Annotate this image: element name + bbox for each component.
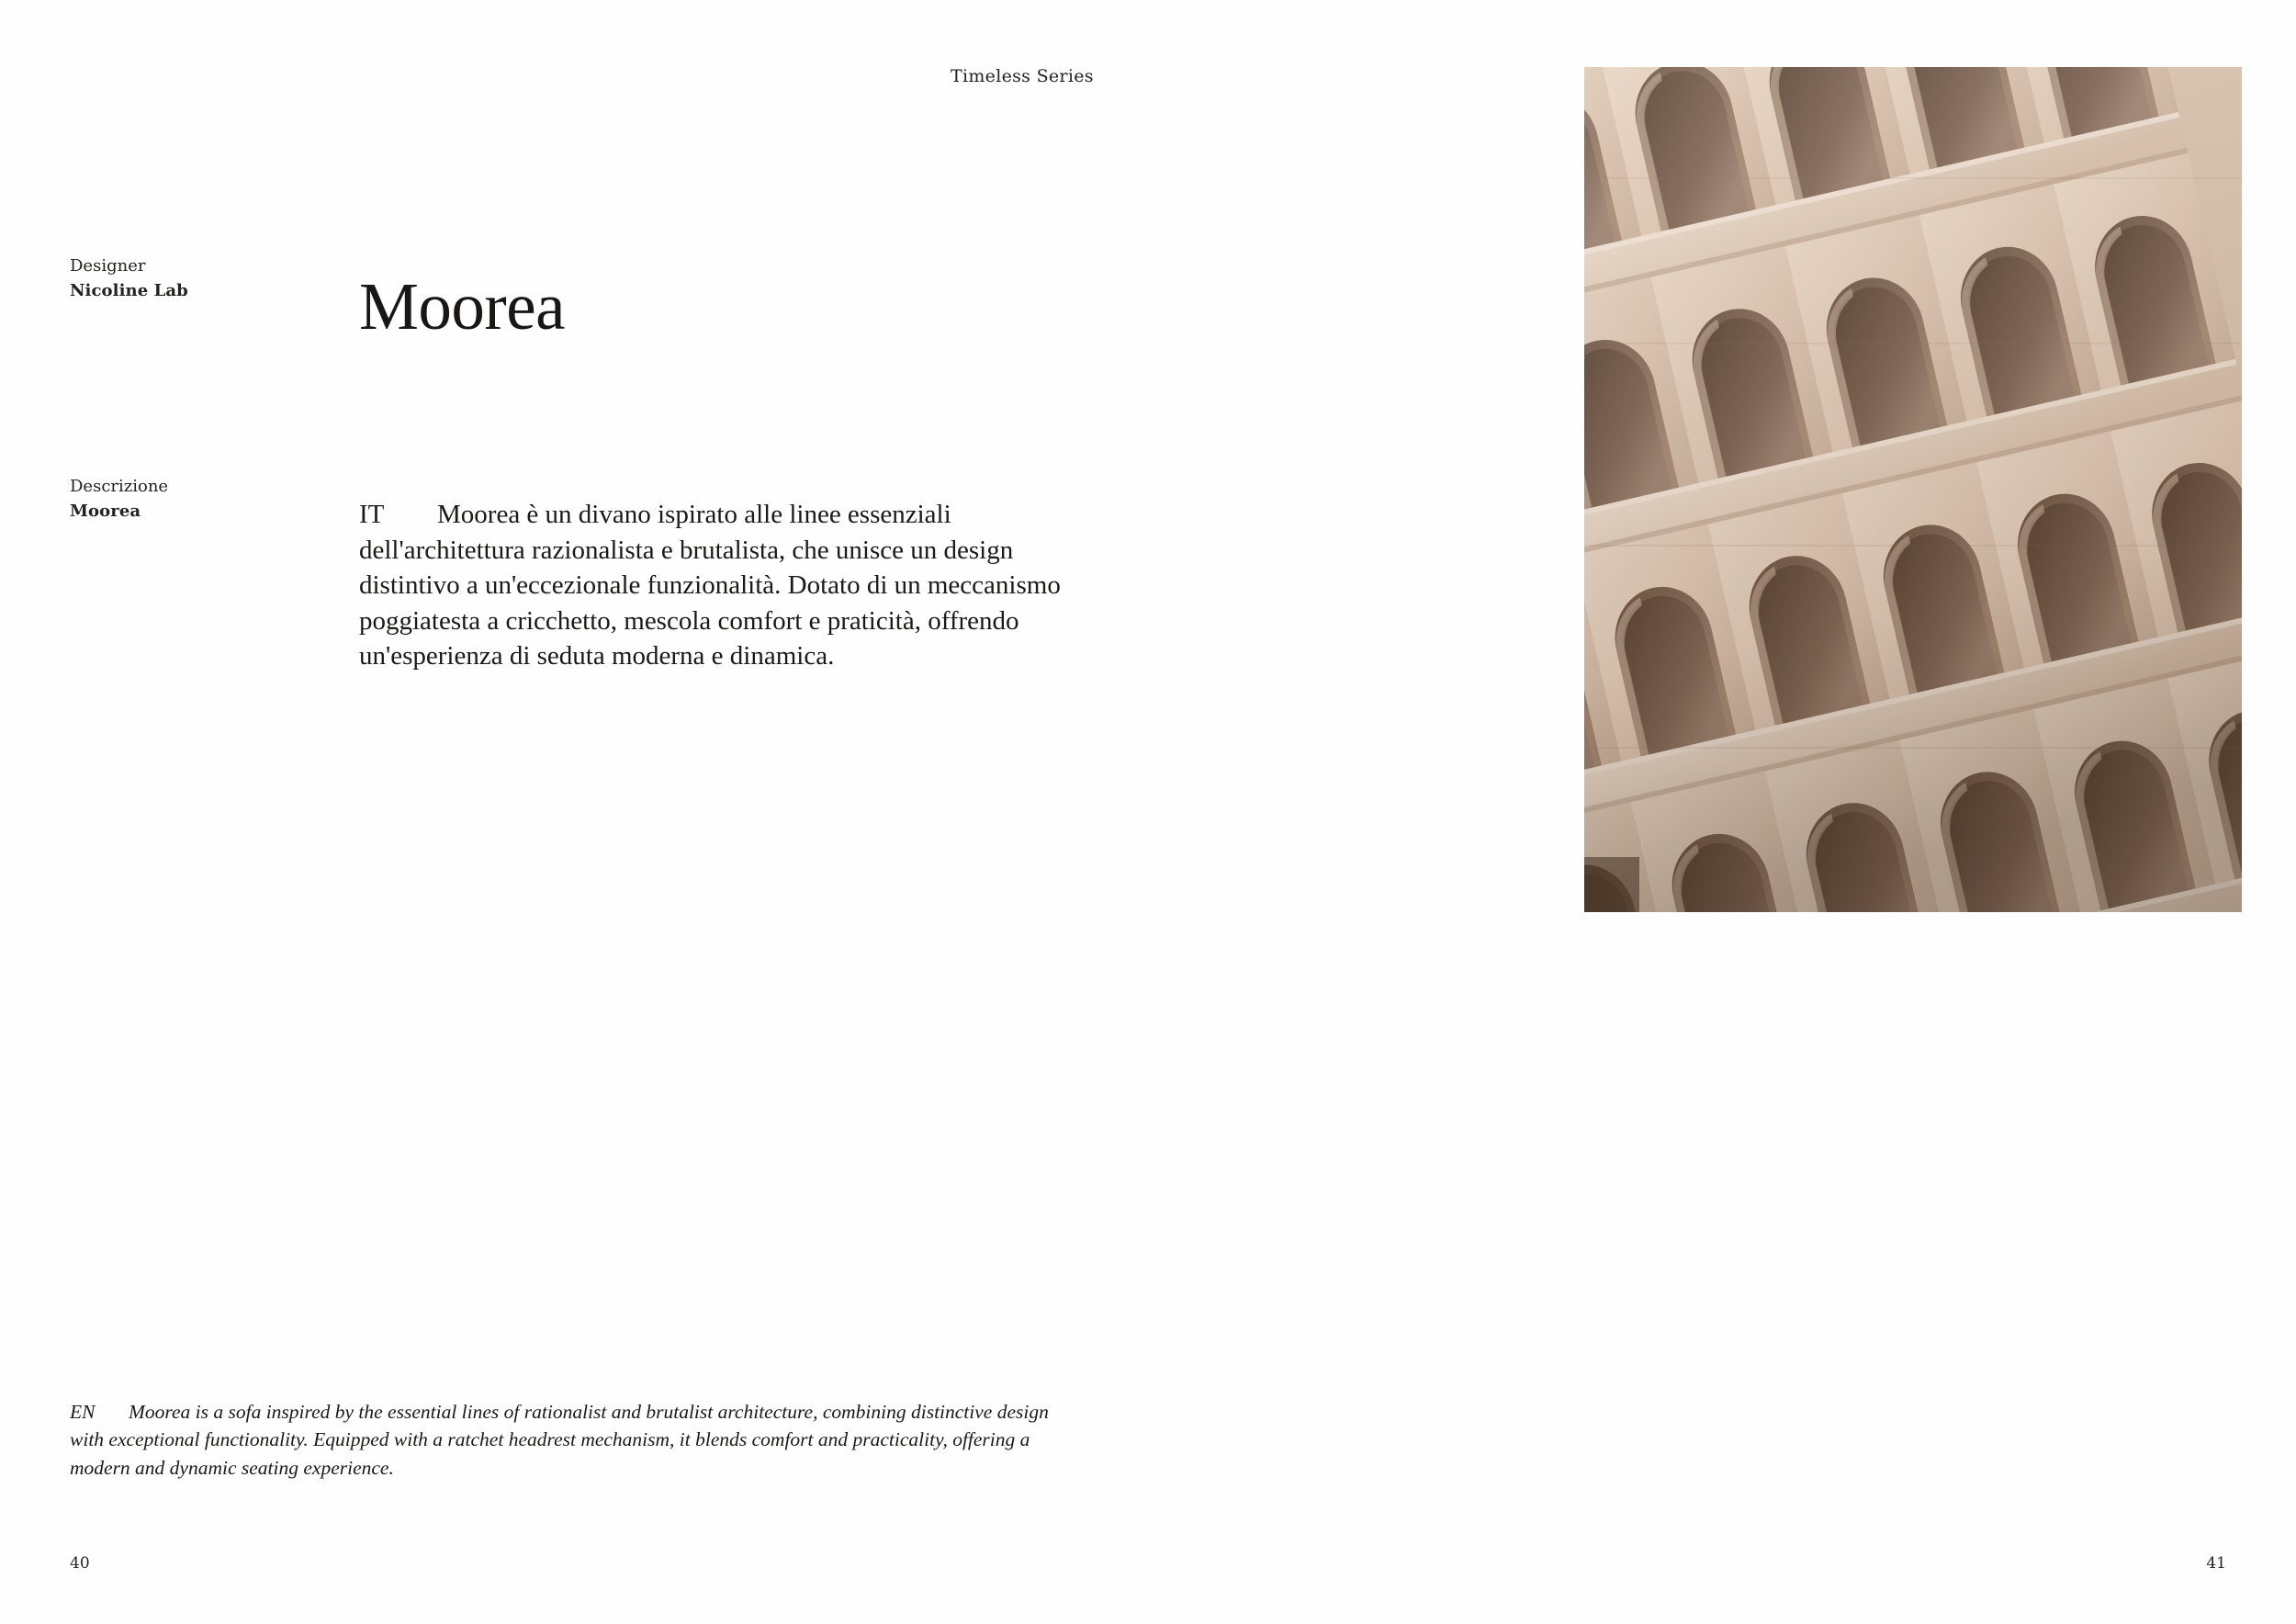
- architecture-photo-graphic: [1584, 67, 2242, 912]
- description-italian: [359, 497, 1066, 674]
- architecture-photo: [1584, 67, 2242, 912]
- page-title: Moorea: [359, 268, 566, 344]
- description-value: Moorea: [70, 502, 141, 521]
- description-italian-text: Moorea è un divano ispirato alle linee essenziali dell'architettura razionalista e brutalista, che unisce un design distintivo a un'eccezionale funzionalità. Dotato di un meccanismo poggiatesta a cricchetto, mescola comfort e praticità, offrendo un'esperienza di seduta moderna e dinamica.: [359, 500, 1061, 671]
- designer-value: Nicoline Lab: [70, 281, 188, 300]
- description-english-text: Moorea is a sofa inspired by the essential lines of rationalist and brutalist architecture, combining distinctive design with exceptional functionality. Equipped with a ratchet headrest mechanism, it blends comfort and practicality, offering a modern and dynamic seating experience.: [70, 1400, 1049, 1479]
- designer-meta: [70, 254, 188, 303]
- running-head: Timeless Series: [951, 66, 1094, 86]
- folio-right: 41: [2206, 1554, 2226, 1573]
- designer-label: Designer: [70, 256, 146, 276]
- description-english: [70, 1398, 1080, 1483]
- folio-left: 40: [70, 1554, 90, 1573]
- language-tag-en: EN: [70, 1400, 96, 1423]
- description-label: Descrizione: [70, 477, 169, 496]
- description-meta: [70, 474, 168, 524]
- language-tag-it: IT: [359, 500, 385, 529]
